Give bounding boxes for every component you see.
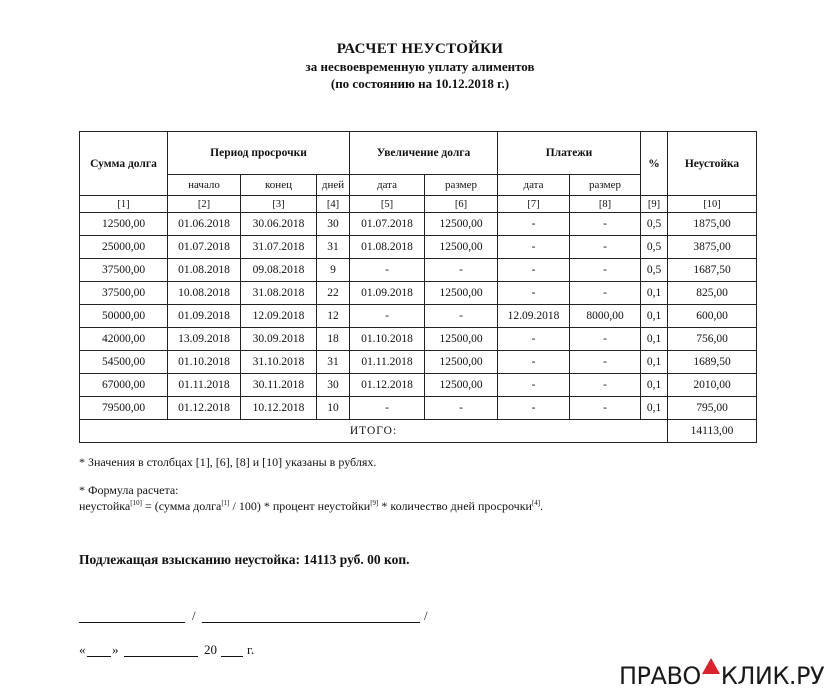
cell-payment-amount: - bbox=[570, 351, 641, 374]
table-row bbox=[80, 213, 757, 236]
cell-payment-date: - bbox=[498, 259, 570, 282]
header-payment-amount: размер bbox=[570, 175, 641, 196]
cell-period-end: 30.11.2018 bbox=[241, 374, 317, 397]
cell-period-end: 31.07.2018 bbox=[241, 236, 317, 259]
cell-payment-date: - bbox=[498, 374, 570, 397]
cell-debt-amount: 37500,00 bbox=[80, 259, 168, 282]
table-row bbox=[80, 282, 757, 305]
cell-payment-amount: - bbox=[570, 213, 641, 236]
cell-days: 18 bbox=[317, 328, 350, 351]
cell-increase-amount: 12500,00 bbox=[425, 374, 498, 397]
cell-payment-amount: - bbox=[570, 397, 641, 420]
formula-part3: / 100) * процент неустойки bbox=[229, 499, 371, 513]
cell-percent: 0,1 bbox=[641, 305, 668, 328]
cell-penalty: 795,00 bbox=[668, 397, 757, 420]
date-year-suffix: г. bbox=[247, 642, 255, 657]
cell-payment-amount: 8000,00 bbox=[570, 305, 641, 328]
header-increase-date: дата bbox=[350, 175, 425, 196]
cell-period-start: 01.09.2018 bbox=[168, 305, 241, 328]
currency-note: * Значения в столбцах [1], [6], [8] и [10] указаны в рублях. bbox=[79, 455, 377, 469]
table-row bbox=[80, 328, 757, 351]
name-line bbox=[202, 622, 420, 623]
table-row bbox=[80, 397, 757, 420]
cell-payment-date: - bbox=[498, 328, 570, 351]
cell-debt-amount: 42000,00 bbox=[80, 328, 168, 351]
cell-debt-amount: 12500,00 bbox=[80, 213, 168, 236]
header-end: конец bbox=[241, 175, 317, 196]
pravoklik-logo[interactable] bbox=[619, 658, 824, 690]
cell-payment-date: - bbox=[498, 351, 570, 374]
column-number: [10] bbox=[668, 196, 757, 213]
cell-period-end: 30.09.2018 bbox=[241, 328, 317, 351]
cell-increase-date: 01.11.2018 bbox=[350, 351, 425, 374]
column-number: [3] bbox=[241, 196, 317, 213]
column-number: [8] bbox=[570, 196, 641, 213]
cell-debt-amount: 54500,00 bbox=[80, 351, 168, 374]
date-day-line bbox=[87, 656, 111, 657]
cell-increase-amount: - bbox=[425, 397, 498, 420]
cell-payment-amount: - bbox=[570, 259, 641, 282]
date-month-line bbox=[124, 656, 198, 657]
header-payment-date: дата bbox=[498, 175, 570, 196]
cell-increase-amount: - bbox=[425, 259, 498, 282]
cell-period-end: 10.12.2018 bbox=[241, 397, 317, 420]
cell-payment-date: 12.09.2018 bbox=[498, 305, 570, 328]
cell-debt-amount: 25000,00 bbox=[80, 236, 168, 259]
cell-period-start: 10.08.2018 bbox=[168, 282, 241, 305]
cell-days: 22 bbox=[317, 282, 350, 305]
column-number: [6] bbox=[425, 196, 498, 213]
table-row bbox=[80, 351, 757, 374]
table-row bbox=[80, 259, 757, 282]
cell-days: 31 bbox=[317, 236, 350, 259]
cell-increase-amount: 12500,00 bbox=[425, 328, 498, 351]
cell-penalty: 756,00 bbox=[668, 328, 757, 351]
cell-penalty: 600,00 bbox=[668, 305, 757, 328]
column-number: [4] bbox=[317, 196, 350, 213]
formula-ref4: [4] bbox=[531, 499, 541, 507]
cell-days: 12 bbox=[317, 305, 350, 328]
date-quote-open: « bbox=[79, 642, 86, 657]
cell-percent: 0,5 bbox=[641, 213, 668, 236]
result-line: Подлежащая взысканию неустойка: 14113 руб. 00 коп. bbox=[79, 552, 410, 567]
header-period: Период просрочки bbox=[168, 132, 350, 175]
cell-increase-amount: - bbox=[425, 305, 498, 328]
cell-increase-date: 01.08.2018 bbox=[350, 236, 425, 259]
total-value: 14113,00 bbox=[668, 420, 757, 443]
cell-penalty: 1875,00 bbox=[668, 213, 757, 236]
column-number: [9] bbox=[641, 196, 668, 213]
cell-percent: 0,5 bbox=[641, 236, 668, 259]
cell-increase-amount: 12500,00 bbox=[425, 213, 498, 236]
cell-percent: 0,1 bbox=[641, 351, 668, 374]
cell-increase-amount: 12500,00 bbox=[425, 282, 498, 305]
cell-period-start: 01.08.2018 bbox=[168, 259, 241, 282]
cell-penalty: 3875,00 bbox=[668, 236, 757, 259]
header-increase-amount: размер bbox=[425, 175, 498, 196]
penalty-table bbox=[79, 131, 757, 443]
cell-debt-amount: 67000,00 bbox=[80, 374, 168, 397]
cell-payment-amount: - bbox=[570, 328, 641, 351]
formula-ref1: [1] bbox=[221, 499, 230, 507]
logo-text-part1: ПРАВО bbox=[619, 662, 701, 690]
logo-triangle-icon bbox=[702, 658, 720, 674]
cell-percent: 0,1 bbox=[641, 374, 668, 397]
cell-period-end: 09.08.2018 bbox=[241, 259, 317, 282]
cell-period-end: 31.08.2018 bbox=[241, 282, 317, 305]
cell-percent: 0,1 bbox=[641, 282, 668, 305]
column-number: [2] bbox=[168, 196, 241, 213]
formula-title: * Формула расчета: bbox=[79, 483, 179, 497]
cell-period-start: 01.12.2018 bbox=[168, 397, 241, 420]
signature-slash-1: / bbox=[192, 608, 196, 623]
formula-part1: неустойка bbox=[79, 499, 131, 513]
cell-increase-amount: 12500,00 bbox=[425, 236, 498, 259]
cell-period-end: 12.09.2018 bbox=[241, 305, 317, 328]
header-percent: % bbox=[641, 132, 668, 196]
cell-penalty: 825,00 bbox=[668, 282, 757, 305]
cell-period-start: 01.10.2018 bbox=[168, 351, 241, 374]
cell-period-start: 01.11.2018 bbox=[168, 374, 241, 397]
cell-debt-amount: 50000,00 bbox=[80, 305, 168, 328]
cell-period-end: 30.06.2018 bbox=[241, 213, 317, 236]
cell-payment-date: - bbox=[498, 397, 570, 420]
header-penalty: Неустойка bbox=[668, 132, 757, 196]
table-row bbox=[80, 305, 757, 328]
document-date-line: (по состоянию на 10.12.2018 г.) bbox=[330, 76, 510, 91]
cell-increase-date: 01.10.2018 bbox=[350, 328, 425, 351]
cell-days: 30 bbox=[317, 374, 350, 397]
cell-period-end: 31.10.2018 bbox=[241, 351, 317, 374]
cell-percent: 0,5 bbox=[641, 259, 668, 282]
table-row bbox=[80, 236, 757, 259]
total-label: ИТОГО: bbox=[80, 420, 668, 443]
column-number: [7] bbox=[498, 196, 570, 213]
cell-debt-amount: 79500,00 bbox=[80, 397, 168, 420]
cell-days: 9 bbox=[317, 259, 350, 282]
formula-part5: . bbox=[540, 499, 544, 513]
header-days: дней bbox=[317, 175, 350, 196]
cell-payment-date: - bbox=[498, 282, 570, 305]
cell-payment-date: - bbox=[498, 236, 570, 259]
header-increase: Увеличение долга bbox=[350, 132, 498, 175]
cell-payment-amount: - bbox=[570, 236, 641, 259]
cell-penalty: 2010,00 bbox=[668, 374, 757, 397]
header-start: начало bbox=[168, 175, 241, 196]
formula-text bbox=[79, 499, 543, 514]
cell-payment-date: - bbox=[498, 213, 570, 236]
cell-days: 10 bbox=[317, 397, 350, 420]
cell-period-start: 01.07.2018 bbox=[168, 236, 241, 259]
cell-debt-amount: 37500,00 bbox=[80, 282, 168, 305]
cell-payment-amount: - bbox=[570, 374, 641, 397]
table-row bbox=[80, 374, 757, 397]
logo-text-part2: КЛИК.РУ bbox=[720, 662, 825, 690]
date-year-line bbox=[221, 656, 243, 657]
header-payments: Платежи bbox=[498, 132, 641, 175]
cell-penalty: 1689,50 bbox=[668, 351, 757, 374]
cell-increase-date: 01.07.2018 bbox=[350, 213, 425, 236]
cell-increase-date: - bbox=[350, 305, 425, 328]
formula-part2: = (сумма долга bbox=[141, 499, 222, 513]
cell-increase-date: 01.09.2018 bbox=[350, 282, 425, 305]
cell-increase-date: 01.12.2018 bbox=[350, 374, 425, 397]
signature-slash-2: / bbox=[424, 608, 428, 623]
column-number: [1] bbox=[80, 196, 168, 213]
cell-payment-amount: - bbox=[570, 282, 641, 305]
date-year-prefix: 20 bbox=[204, 642, 217, 657]
date-quote-close: » bbox=[112, 642, 119, 657]
formula-part4: * количество дней просрочки bbox=[378, 499, 532, 513]
cell-days: 31 bbox=[317, 351, 350, 374]
document-title: РАСЧЕТ НЕУСТОЙКИ bbox=[336, 41, 504, 57]
formula-ref10: [10] bbox=[130, 499, 142, 507]
column-number: [5] bbox=[350, 196, 425, 213]
cell-days: 30 bbox=[317, 213, 350, 236]
cell-period-start: 13.09.2018 bbox=[168, 328, 241, 351]
cell-period-start: 01.06.2018 bbox=[168, 213, 241, 236]
cell-increase-amount: 12500,00 bbox=[425, 351, 498, 374]
document-subtitle: за несвоевременную уплату алиментов bbox=[305, 59, 535, 74]
cell-increase-date: - bbox=[350, 259, 425, 282]
cell-increase-date: - bbox=[350, 397, 425, 420]
signature-line bbox=[79, 622, 185, 623]
total-row bbox=[80, 420, 757, 443]
header-debt: Сумма долга bbox=[80, 132, 168, 196]
formula-ref9: [9] bbox=[370, 499, 379, 507]
cell-percent: 0,1 bbox=[641, 397, 668, 420]
cell-percent: 0,1 bbox=[641, 328, 668, 351]
cell-penalty: 1687,50 bbox=[668, 259, 757, 282]
